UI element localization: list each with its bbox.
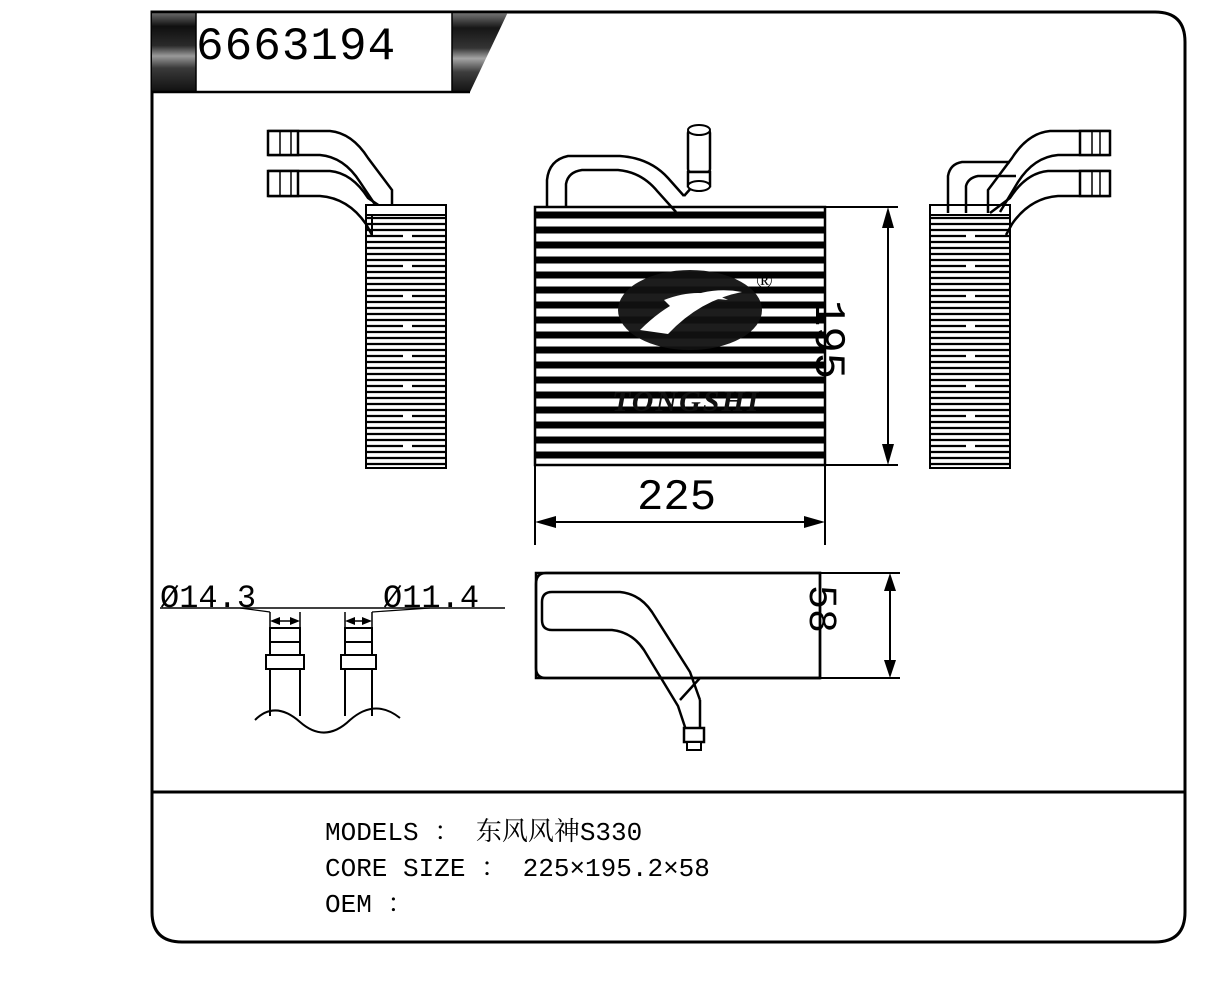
outlet-diameter-label: Ø11.4 — [383, 580, 480, 617]
spec-label-core-size: CORE SIZE ： — [325, 854, 508, 884]
spec-row-core-size — [325, 851, 710, 887]
dimension-width-label: 225 — [637, 473, 717, 523]
dimension-height-label: 195 — [802, 300, 852, 380]
registered-trademark-icon: ® — [756, 268, 773, 293]
spec-value-models: 东风风神S330 — [475, 818, 643, 848]
brand-logo-text: TONGSHI — [612, 385, 761, 418]
brand-logo — [618, 270, 762, 350]
dimension-depth-label: 58 — [797, 585, 842, 634]
spec-block — [325, 815, 710, 923]
spec-label-oem: OEM ： — [325, 890, 414, 920]
spec-label-models: MODELS ： — [325, 818, 461, 848]
part-number-label: 6663194 — [196, 21, 397, 73]
spec-row-models — [325, 815, 710, 851]
inlet-diameter-label: Ø14.3 — [160, 580, 257, 617]
spec-value-core-size: 225×195.2×58 — [522, 854, 710, 884]
spec-row-oem — [325, 887, 710, 923]
